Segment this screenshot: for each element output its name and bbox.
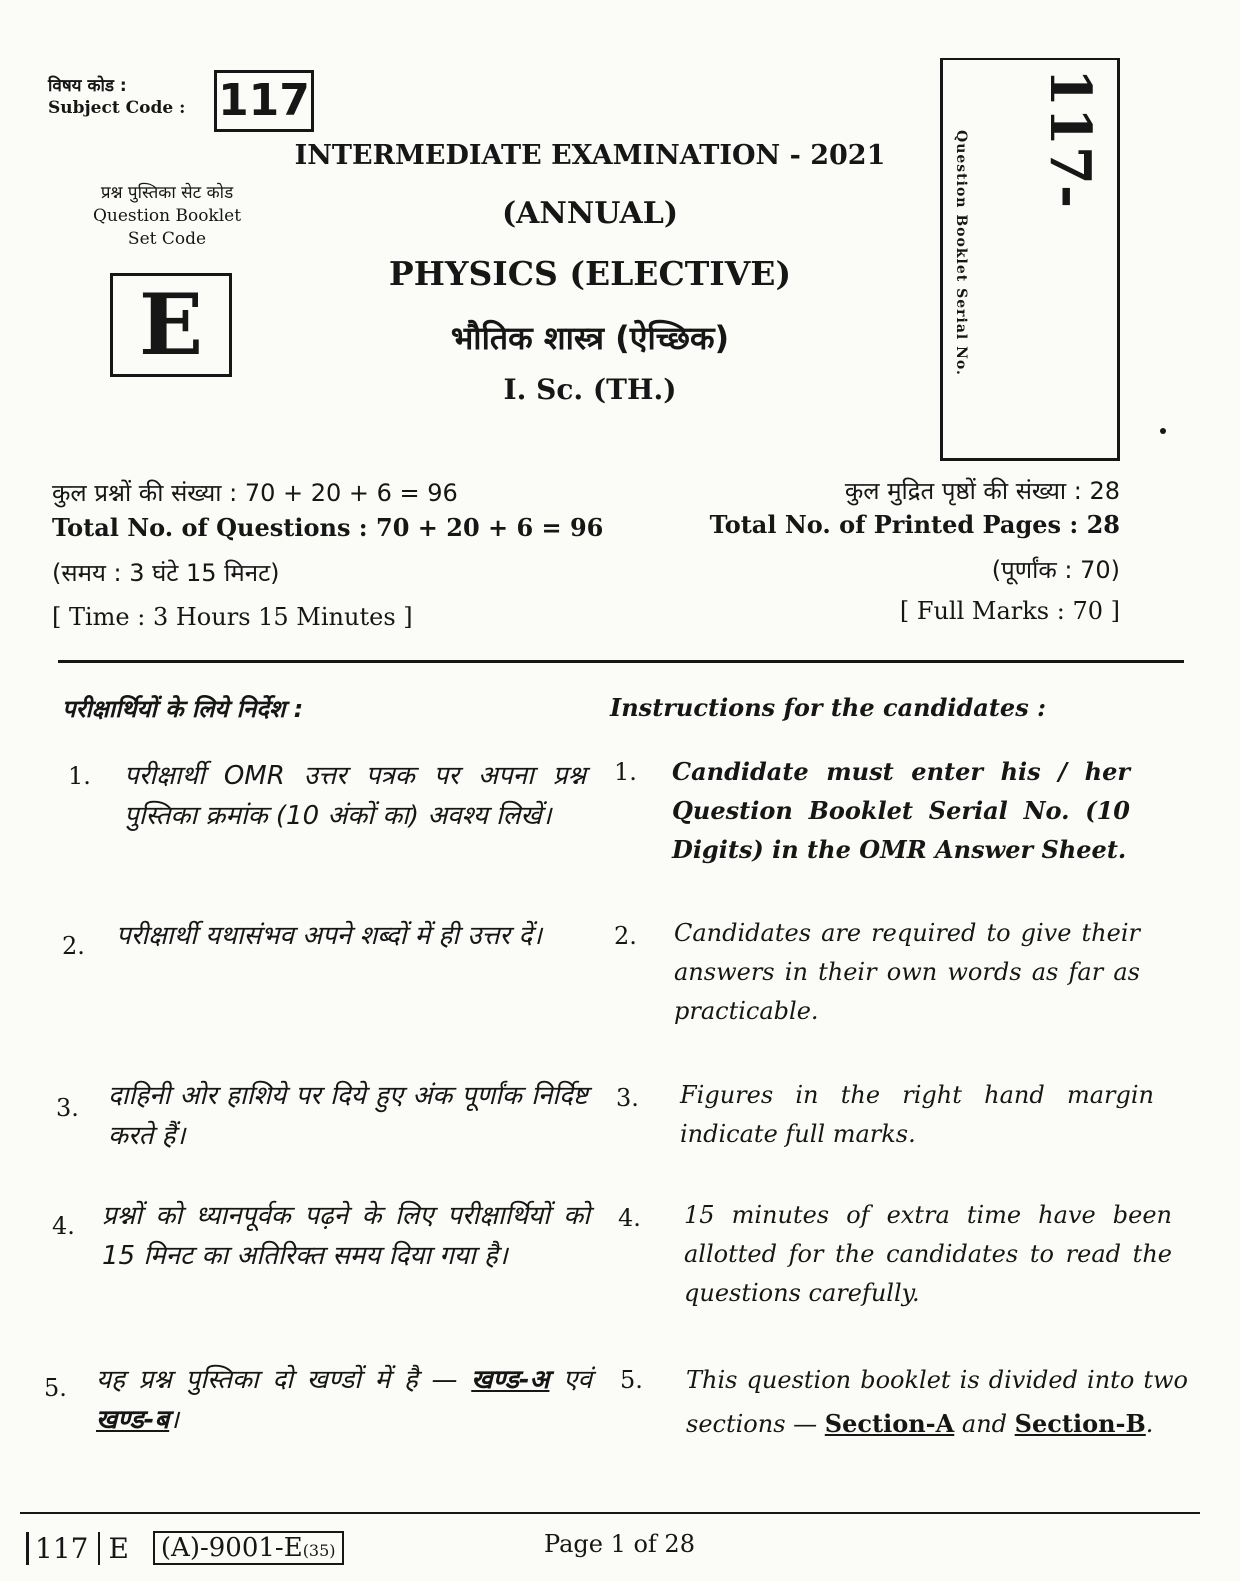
subject-title-hindi: भौतिक शास्त्र (ऐच्छिक): [450, 319, 730, 357]
subject-code-box: 117: [214, 70, 314, 132]
instruction-text: Candidate must enter his / her Question Booklet Serial No. (10 Digits) in the OMR Answer Sheet.: [672, 757, 1130, 864]
footer-booklet-code: (A)-9001-E(35): [153, 1531, 344, 1565]
instruction-text: Candidates are required to give their answers in their own words as far as practicable.: [674, 919, 1140, 1025]
item-number: 1.: [614, 758, 637, 786]
questions-count-hindi: कुल प्रश्नों की संख्या : 70 + 20 + 6 = 96: [52, 479, 458, 507]
item-number: 5.: [620, 1366, 643, 1394]
subject-code-label: विषय कोड : Subject Code :: [48, 76, 186, 118]
exam-title: INTERMEDIATE EXAMINATION - 2021: [294, 140, 886, 171]
item-number: 3.: [616, 1084, 639, 1112]
set-code-box: E: [110, 273, 232, 377]
subject-title: PHYSICS (ELECTIVE): [388, 254, 792, 293]
instruction-hindi: यह प्रश्न पुस्तिका दो खण्डों में है — खण्ड-अ एवं खण्ड-ब।: [96, 1365, 592, 1435]
instruction-hindi: प्रश्नों को ध्यानपूर्वक पढ़ने के लिए परीक्षार्थियों को 15 मिनट का अतिरिक्त समय दिया गया है।: [102, 1201, 590, 1271]
item-number-hindi: 4.: [52, 1212, 75, 1240]
pages-count: Total No. of Printed Pages : 28: [709, 510, 1120, 539]
instruction-hindi: परीक्षार्थी यथासंभव अपने शब्दों में ही उत्तर दें।: [116, 921, 542, 951]
item-number-hindi: 1.: [68, 762, 91, 790]
item-number-hindi: 5.: [44, 1374, 67, 1402]
stream-title: I. Sc. (TH.): [503, 373, 677, 406]
instructions-heading-hindi: परीक्षार्थियों के लिये निर्देश :: [62, 695, 304, 723]
booklet-serial-box: [940, 58, 1120, 461]
instruction-text: Figures in the right hand margin indicate full marks.: [680, 1081, 1154, 1148]
item-number: 4.: [618, 1204, 641, 1232]
instructions-heading: Instructions for the candidates :: [610, 693, 1046, 722]
instruction-hindi: दाहिनी ओर हाशिये पर दिये हुए अंक पूर्णांक निर्दिष्ट करते हैं।: [108, 1081, 588, 1151]
section-a: Section-A: [824, 1409, 955, 1438]
section-b: Section-B: [1014, 1409, 1146, 1438]
marks-hindi: (पूर्णांक : 70): [991, 556, 1120, 584]
footer-set-code: E: [98, 1532, 128, 1565]
time-allowed: [ Time : 3 Hours 15 Minutes ]: [52, 603, 413, 631]
item-number: 2.: [614, 922, 637, 950]
item-number-hindi: 2.: [62, 932, 85, 960]
page-number: Page 1 of 28: [544, 1530, 695, 1558]
footer-divider: [20, 1512, 1200, 1514]
questions-count: Total No. of Questions : 70 + 20 + 6 = 96: [52, 513, 604, 542]
serial-label: Question Booklet Serial No.: [953, 130, 969, 376]
ink-dot: [1160, 428, 1166, 434]
section-b-hindi: खण्ड-ब: [96, 1405, 170, 1435]
section-a-hindi: खण्ड-अ: [471, 1365, 550, 1395]
exam-type: (ANNUAL): [501, 196, 679, 231]
time-hindi: (समय : 3 घंटे 15 मिनट): [52, 559, 280, 587]
serial-prefix: 117-: [1037, 68, 1103, 209]
full-marks: [ Full Marks : 70 ]: [899, 597, 1120, 625]
instruction-text: This question booklet is divided into two sections — Section-A and Section-B.: [686, 1366, 1188, 1438]
item-number-hindi: 3.: [56, 1094, 79, 1122]
instruction-hindi: परीक्षार्थी OMR उत्तर पत्रक पर अपना प्रश्न पुस्तिका क्रमांक (10 अंकों का) अवश्य लिखें।: [124, 761, 586, 831]
footer-codes: [26, 1528, 344, 1568]
set-code-label: प्रश्न पुस्तिका सेट कोड Question Booklet Set Code: [92, 183, 242, 249]
pages-count-hindi: कुल मुद्रित पृष्ठों की संख्या : 28: [844, 477, 1120, 505]
header-divider: [58, 660, 1184, 663]
instruction-text: 15 minutes of extra time have been allotted for the candidates to read the questions carefully.: [684, 1201, 1172, 1307]
footer-subject-code: 117: [26, 1532, 88, 1565]
